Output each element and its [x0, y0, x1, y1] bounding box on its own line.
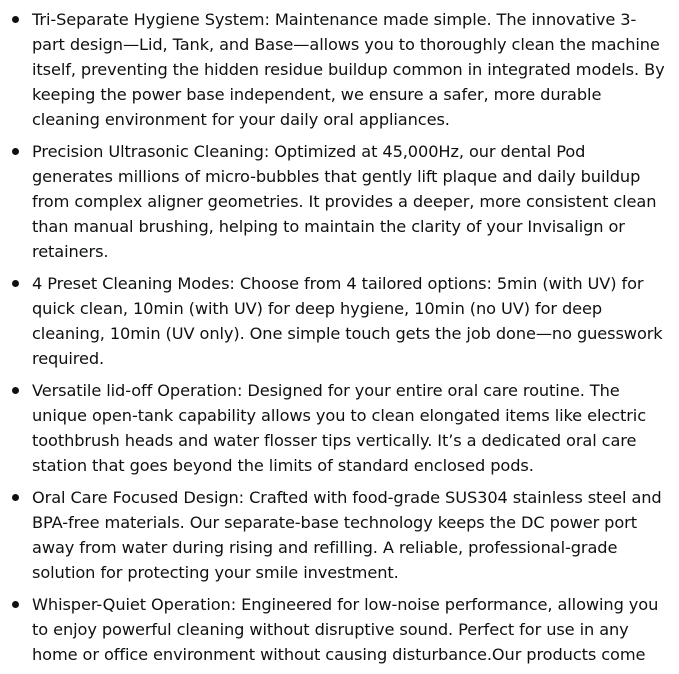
feature-text: Precision Ultrasonic Cleaning: Optimized at 45,000Hz, our dental Pod generates millions of micro-bubbles that gently lift plaque and daily buildup from complex aligner geometries. It provides a deeper, more consistent clean than manual brushing, helping to maintain the clarity of your Invisalign or retainers. — [32, 142, 657, 261]
feature-text: Oral Care Focused Design: Crafted with food-grade SUS304 stainless steel and BPA-free materials. Our separate-base technology keeps the DC power port away from water during rising and refilling. A reliable, professional-grade solution for protecting your smile investment. — [32, 488, 662, 582]
bullet-dot-icon — [12, 601, 19, 608]
feature-item-cleaning-modes — [0, 271, 679, 371]
bullet-dot-icon — [12, 387, 19, 394]
feature-item-quiet-operation — [0, 592, 679, 667]
feature-text: Tri-Separate Hygiene System: Maintenance made simple. The innovative 3-part design—Lid, Tank, and Base—allows you to thoroughly clean the machine itself, preventing the hidden residue buildup common in integrated models. By keeping the power base independent, we ensure a safer, more durable cleaning environment for your daily oral appliances. — [32, 10, 665, 129]
feature-item-lid-off-operation — [0, 378, 679, 478]
feature-text: 4 Preset Cleaning Modes: Choose from 4 tailored options: 5min (with UV) for quick clean, 10min (with UV) for deep hygiene, 10min (no UV) for deep cleaning, 10min (UV only). One simple touch gets the job done—no guesswork required. — [32, 274, 663, 368]
feature-bullet-list — [0, 7, 679, 674]
feature-item-ultrasonic-cleaning — [0, 139, 679, 264]
bullet-dot-icon — [12, 16, 19, 23]
feature-text: Versatile lid-off Operation: Designed for your entire oral care routine. The unique open-tank capability allows you to clean elongated items like electric toothbrush heads and water flosser tips vertically. It’s a dedicated oral care station that goes beyond the limits of standard enclosed pods. — [32, 381, 647, 475]
bullet-dot-icon — [12, 148, 19, 155]
bullet-dot-icon — [12, 494, 19, 501]
feature-text: Whisper-Quiet Operation: Engineered for low-noise performance, allowing you to enjoy powerful cleaning without disruptive sound. Perfect for use in any home or office environment without causing disturbance.Our products come — [32, 595, 659, 664]
bullet-dot-icon — [12, 280, 19, 287]
feature-item-oral-care-design — [0, 485, 679, 585]
feature-item-hygiene-system — [0, 7, 679, 132]
